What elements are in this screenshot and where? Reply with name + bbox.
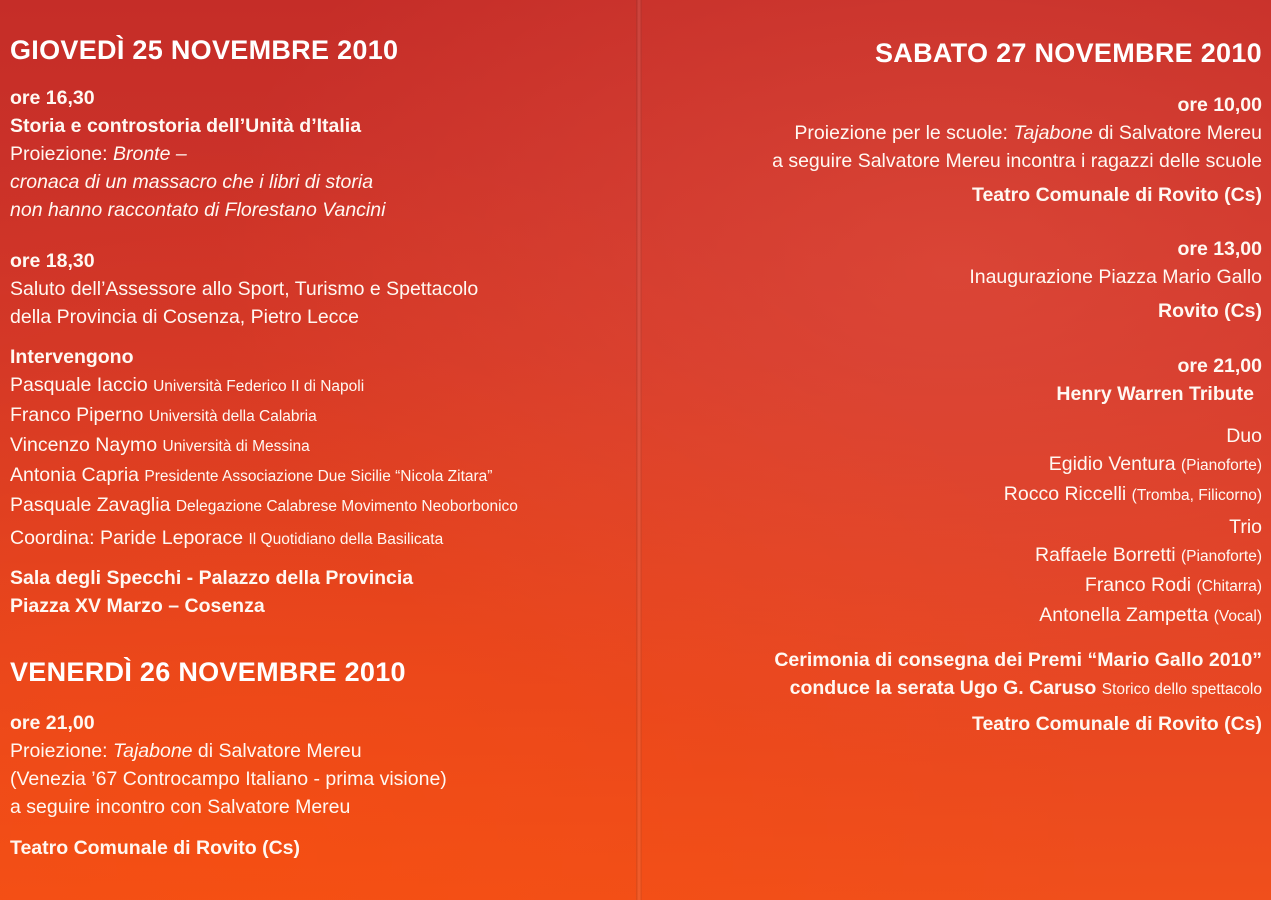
event-time: ore 13,00 (1177, 238, 1262, 260)
coordinator-line (10, 524, 630, 554)
speakers-heading: Intervengono (10, 346, 134, 368)
speaker-affiliation: Università Federico II di Napoli (153, 378, 365, 395)
event-venue: Teatro Comunale di Rovito (Cs) (972, 713, 1262, 735)
film-subtitle-line-1: cronaca di un massacro che i libri di storia (10, 171, 374, 193)
film-director: di Salvatore Mereu (1092, 122, 1262, 144)
host-note: Storico dello spettacolo (1101, 681, 1262, 698)
musician-name: Egidio Ventura (1048, 453, 1176, 475)
event-friday-2100 (10, 709, 630, 821)
ceremony-line-2 (650, 674, 1262, 704)
speaker-name: Pasquale Iaccio (10, 374, 148, 396)
event-time: ore 21,00 (10, 712, 95, 734)
speaker-affiliation: Presidente Associazione Due Sicilie “Nicola Zitara” (144, 468, 493, 485)
musician-row (650, 480, 1262, 510)
speaker-name: Franco Piperno (10, 404, 144, 426)
projection-label: Proiezione per le scuole: (794, 122, 1014, 144)
followup-line: a seguire Salvatore Mereu incontra i ragazzi delle scuole (772, 150, 1262, 172)
duo-lineup (650, 422, 1262, 510)
award-ceremony (650, 646, 1262, 738)
projection-line (10, 140, 630, 168)
venue-line-2: Piazza XV Marzo – Cosenza (10, 595, 265, 617)
speaker-name: Antonia Capria (10, 464, 139, 486)
event-title: Storia e controstoria dell’Unità d’Italia (10, 115, 362, 137)
greeting-line-2: della Provincia di Cosenza, Pietro Lecce (10, 306, 360, 328)
day-heading-saturday: SABATO 27 NOVEMBRE 2010 (874, 38, 1262, 68)
musician-row (650, 541, 1262, 571)
musician-name: Raffaele Borretti (1035, 544, 1176, 566)
event-1830 (10, 247, 630, 331)
trio-lineup (650, 513, 1262, 631)
film-title: Bronte – (112, 143, 187, 165)
event-venue: Rovito (Cs) (1158, 300, 1262, 322)
musician-name: Rocco Riccelli (1003, 483, 1127, 505)
followup-line: a seguire incontro con Salvatore Mereu (10, 796, 351, 818)
coordinator-name: Coordina: Paride Leporace (10, 527, 244, 549)
musician-name: Franco Rodi (1084, 574, 1192, 596)
musician-name: Antonella Zampetta (1039, 604, 1209, 626)
speaker-name: Vincenzo Naymo (10, 434, 158, 456)
ceremony-host: conduce la serata Ugo G. Caruso (789, 677, 1097, 699)
event-time: ore 18,30 (10, 250, 95, 272)
musician-row (650, 571, 1262, 601)
film-title: Tajabone (1013, 122, 1093, 144)
day-heading-thursday: GIOVEDÌ 25 NOVEMBRE 2010 (10, 35, 399, 65)
day-heading-friday: VENERDÌ 26 NOVEMBRE 2010 (10, 657, 406, 687)
projection-line (650, 119, 1262, 147)
musician-instrument: (Vocal) (1213, 608, 1262, 625)
musician-row (650, 601, 1262, 631)
event-time: ore 10,00 (1177, 94, 1262, 116)
duo-label: Duo (1226, 425, 1262, 447)
festival-note: (Venezia ’67 Controcampo Italiano - prima visione) (10, 768, 447, 790)
musician-instrument: (Pianoforte) (1181, 548, 1262, 565)
film-subtitle-line-2: non hanno raccontato di Florestano Vancini (10, 199, 386, 221)
speaker-row (10, 431, 630, 461)
event-time: ore 21,00 (1177, 355, 1262, 377)
speakers-list (10, 343, 630, 521)
speaker-row (10, 461, 630, 491)
venue-friday: Teatro Comunale di Rovito (Cs) (10, 837, 300, 859)
projection-line (10, 737, 630, 765)
event-title: Henry Warren Tribute (1056, 383, 1254, 405)
event-1000 (650, 91, 1262, 209)
musician-row (650, 450, 1262, 480)
speaker-affiliation: Delegazione Calabrese Movimento Neoborbonico (175, 498, 518, 515)
speaker-affiliation: Università della Calabria (148, 408, 317, 425)
film-title: Tajabone (112, 740, 193, 762)
event-time: ore 16,30 (10, 87, 95, 109)
event-1630 (10, 84, 630, 224)
musician-instrument: (Chitarra) (1196, 578, 1262, 595)
musician-instrument: (Tromba, Filicorno) (1131, 487, 1262, 504)
speaker-name: Pasquale Zavaglia (10, 494, 171, 516)
event-2100 (650, 352, 1262, 408)
event-venue: Teatro Comunale di Rovito (Cs) (972, 184, 1262, 206)
speaker-row (10, 491, 630, 521)
speaker-row (10, 371, 630, 401)
coordinator-affiliation: Il Quotidiano della Basilicata (248, 531, 444, 548)
greeting-line-1: Saluto dell’Assessore allo Sport, Turismo e Spettacolo (10, 278, 479, 300)
trio-label: Trio (1229, 516, 1262, 538)
ceremony-line-1: Cerimonia di consegna dei Premi “Mario Gallo 2010” (774, 649, 1262, 671)
projection-label: Proiezione: (10, 740, 113, 762)
page-fold (636, 0, 642, 900)
venue-thursday (10, 564, 630, 620)
speaker-affiliation: Università di Messina (162, 438, 310, 455)
venue-line-1: Sala degli Specchi - Palazzo della Provincia (10, 567, 414, 589)
event-1300 (650, 235, 1262, 325)
projection-label: Proiezione: (10, 143, 113, 165)
speaker-row (10, 401, 630, 431)
inauguration-line: Inaugurazione Piazza Mario Gallo (969, 266, 1262, 288)
musician-instrument: (Pianoforte) (1181, 457, 1262, 474)
film-director: di Salvatore Mereu (192, 740, 362, 762)
